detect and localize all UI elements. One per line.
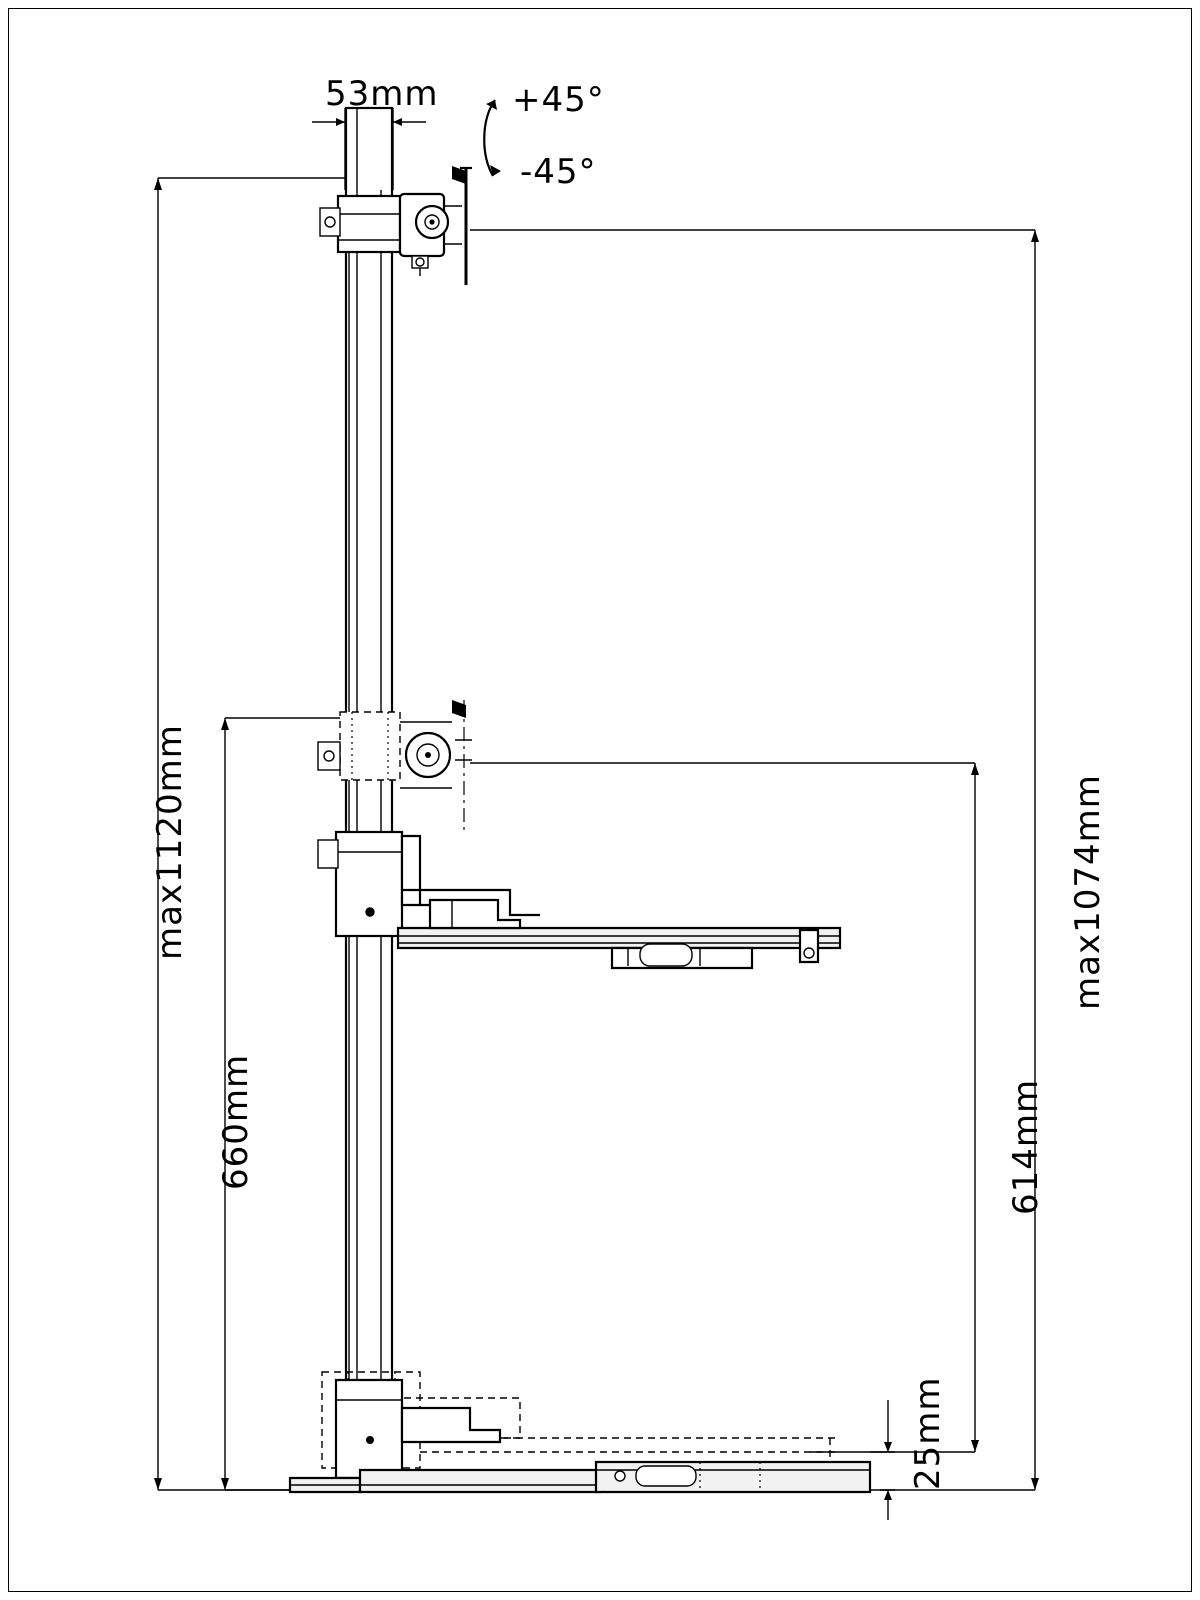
monitor-bracket-lower-ghost bbox=[318, 700, 472, 830]
monitor-bracket-upper bbox=[320, 166, 472, 285]
dimension-max1074mm bbox=[470, 230, 1039, 1490]
label-max1074mm: max1074mm bbox=[1068, 774, 1108, 1010]
label-25mm: 25mm bbox=[908, 1376, 948, 1490]
label-660mm: 660mm bbox=[216, 1053, 256, 1190]
dimension-25mm bbox=[810, 1400, 895, 1520]
base-clamp-assembly bbox=[290, 1372, 870, 1492]
label-614mm: 614mm bbox=[1006, 1078, 1046, 1215]
label-tilt-up-45: +45° bbox=[512, 80, 605, 120]
keyboard-tray-assembly bbox=[318, 832, 840, 968]
vertical-pole bbox=[346, 108, 392, 1488]
label-max1120mm: max1120mm bbox=[150, 724, 190, 960]
label-width-53mm: 53mm bbox=[325, 74, 439, 114]
tilt-angle-indicator bbox=[484, 100, 501, 176]
label-tilt-down-45: -45° bbox=[520, 152, 597, 192]
dimension-614mm bbox=[470, 763, 979, 1452]
